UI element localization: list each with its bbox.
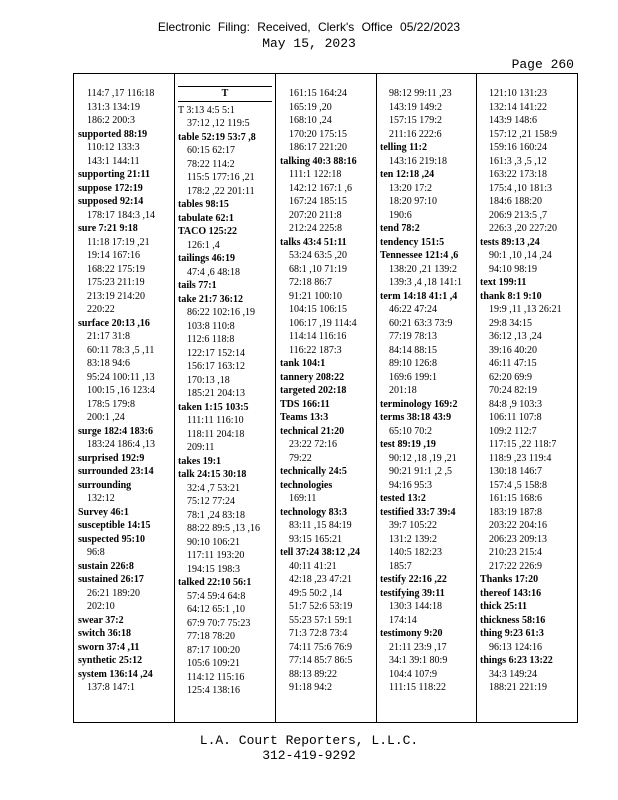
- index-term: swear 37:2: [78, 614, 124, 626]
- index-reference: 84:8 ,9 103:3: [489, 398, 543, 410]
- index-reference: 200:1 ,24: [87, 412, 125, 423]
- index-term: talk 24:15 30:18: [178, 469, 247, 480]
- index-reference: 65:10 70:2: [389, 425, 433, 437]
- index-reference: 91:21 100:10: [289, 290, 343, 302]
- index-term: surge 182:4 183:6: [78, 425, 153, 437]
- index-reference: 169:6 199:1: [389, 371, 438, 383]
- index-reference: 26:21 189:20: [87, 587, 141, 599]
- index-reference: 89:10 126:8: [389, 358, 438, 369]
- index-reference: 105:6 109:21: [187, 658, 241, 669]
- index-reference: 188:21 221:19: [489, 682, 548, 693]
- index-reference: 184:6 188:20: [489, 196, 543, 207]
- index-term: Thanks 17:20: [480, 574, 539, 585]
- index-column-4: [380, 74, 476, 735]
- index-term: talking 40:3 88:16: [280, 155, 357, 167]
- index-reference: 116:22 187:3: [289, 344, 342, 356]
- index-term: tannery 208:22: [280, 371, 345, 383]
- index-reference: 174:14: [389, 614, 417, 626]
- index-reference: 91:18 94:2: [289, 682, 333, 693]
- index-term: sustained 26:17: [78, 574, 144, 585]
- index-reference: 70:24 82:19: [489, 385, 538, 396]
- index-reference: 112:6 118:8: [187, 334, 235, 345]
- index-term: tendency 151:5: [380, 236, 445, 248]
- index-reference: 211:16 222:6: [389, 128, 442, 140]
- index-reference: 212:24 225:8: [289, 223, 343, 234]
- index-reference: 96:8: [87, 547, 105, 558]
- transcript-date: May 15, 2023: [262, 36, 356, 51]
- index-reference: 186:2 200:3: [87, 115, 136, 126]
- index-term: tend 78:2: [380, 223, 420, 234]
- index-term: taken 1:15 103:5: [178, 401, 249, 413]
- index-reference: 100:15 ,16 123:4: [87, 385, 156, 396]
- index-reference: 83:18 94:6: [87, 358, 131, 369]
- index-reference: 93:15 165:21: [289, 533, 343, 545]
- index-term: sure 7:21 9:18: [78, 223, 138, 234]
- filing-header: Electronic Filing: Received, Clerk's Office 05/22/2023: [157, 20, 461, 34]
- index-reference: 78:22 114:2: [187, 158, 235, 170]
- index-term: terms 38:18 43:9: [380, 412, 452, 423]
- index-term: switch 36:18: [78, 628, 132, 639]
- index-term: technical 21:20: [280, 425, 345, 437]
- index-term: technology 83:3: [280, 506, 347, 518]
- index-reference: T 3:13 4:5 5:1: [178, 104, 235, 116]
- index-reference: 115:5 177:16 ,21: [187, 172, 255, 183]
- index-term: takes 19:1: [178, 455, 222, 467]
- index-reference: 170:13 ,18: [187, 374, 230, 386]
- index-term: TACO 125:22: [178, 226, 237, 237]
- index-reference: 183:19 187:8: [489, 506, 543, 518]
- index-reference: 57:4 59:4 64:8: [187, 590, 246, 602]
- index-reference: 11:18 17:19 ,21: [87, 236, 150, 248]
- index-box: [73, 73, 578, 723]
- index-reference: 117:11 193:20: [187, 550, 245, 561]
- index-reference: 131:2 139:2: [389, 533, 438, 545]
- index-term: terminology 169:2: [380, 398, 458, 410]
- index-reference: 157:12 ,21 158:9: [489, 128, 558, 140]
- index-reference: 156:17 163:12: [187, 361, 246, 372]
- index-term: testimony 9:20: [380, 628, 443, 639]
- index-reference: 29:8 34:15: [489, 317, 533, 329]
- index-reference: 157:4 ,5 158:8: [489, 479, 548, 491]
- index-reference: 118:9 ,23 119:4: [489, 452, 552, 464]
- index-reference: 118:11 204:18: [187, 428, 245, 440]
- index-reference: 94:16 95:3: [389, 479, 433, 491]
- index-reference: 55:23 57:1 59:1: [289, 614, 353, 626]
- index-reference: 131:3 134:19: [87, 101, 141, 113]
- index-reference: 185:21 204:13: [187, 388, 246, 399]
- index-reference: 110:12 133:3: [87, 142, 140, 153]
- index-term: tested 13:2: [380, 493, 426, 504]
- index-term: tailings 46:19: [178, 253, 235, 264]
- index-term: surprised 192:9: [78, 452, 145, 464]
- index-term: Tennessee 121:4 ,6: [380, 250, 459, 261]
- page-number: Page 260: [511, 57, 574, 72]
- index-reference: 95:24 100:11 ,13: [87, 371, 155, 383]
- index-reference: 143:16 219:18: [389, 155, 448, 167]
- reporter-phone: 312-419-9292: [262, 748, 356, 763]
- index-term: surface 20:13 ,16: [78, 317, 150, 329]
- index-reference: 111:11 116:10: [187, 415, 244, 426]
- index-reference: 157:15 179:2: [389, 115, 443, 126]
- index-term: thick 25:11: [480, 601, 527, 612]
- index-reference: 142:12 167:1 ,6: [289, 182, 353, 194]
- index-reference: 60:11 78:3 ,5 ,11: [87, 344, 155, 356]
- index-reference: 203:22 204:16: [489, 520, 548, 531]
- index-reference: 60:21 63:3 73:9: [389, 317, 453, 329]
- index-reference: 209:11: [187, 442, 215, 453]
- index-term: surrounding: [78, 479, 132, 491]
- index-reference: 132:12: [87, 493, 115, 504]
- index-reference: 111:15 118:22: [389, 682, 446, 693]
- index-reference: 114:7 ,17 116:18: [87, 88, 155, 99]
- index-reference: 90:12 ,18 ,19 ,21: [389, 452, 457, 464]
- index-reference: 114:14 116:16: [289, 331, 347, 342]
- index-reference: 114:12 115:16: [187, 671, 245, 683]
- index-column-3: [280, 74, 376, 735]
- index-term: suppose 172:19: [78, 182, 143, 194]
- index-reference: 201:18: [389, 385, 417, 396]
- index-reference: 161:15 168:6: [489, 493, 543, 504]
- index-reference: 217:22 226:9: [489, 560, 543, 572]
- index-reference: 60:15 62:17: [187, 145, 236, 156]
- index-reference: 42:18 ,23 47:21: [289, 574, 353, 585]
- index-reference: 137:8 147:1: [87, 682, 136, 693]
- index-reference: 103:8 110:8: [187, 320, 235, 332]
- index-term: things 6:23 13:22: [480, 655, 553, 666]
- index-reference: 207:20 211:8: [289, 209, 342, 221]
- index-reference: 106:17 ,19 114:4: [289, 317, 357, 329]
- index-term: telling 11:2: [380, 142, 427, 153]
- index-reference: 125:4 138:16: [187, 685, 241, 696]
- index-reference: 68:1 ,10 71:19: [289, 263, 348, 275]
- index-term: tails 77:1: [178, 280, 217, 291]
- index-reference: 226:3 ,20 227:20: [489, 223, 558, 234]
- index-term: tank 104:1: [280, 358, 326, 369]
- index-reference: 121:10 131:23: [489, 88, 548, 99]
- index-reference: 185:7: [389, 560, 412, 572]
- index-reference: 84:14 88:15: [389, 344, 438, 356]
- index-reference: 143:1 144:11: [87, 155, 140, 167]
- index-term: table 52:19 53:7 ,8: [178, 131, 256, 143]
- index-reference: 87:17 100:20: [187, 644, 241, 656]
- index-reference: 168:10 ,24: [289, 115, 332, 126]
- index-reference: 78:1 ,24 83:18: [187, 509, 246, 521]
- index-reference: 190:6: [389, 209, 412, 221]
- column-divider: [476, 74, 477, 722]
- index-reference: 46:11 47:15: [489, 358, 537, 369]
- index-term: surrounded 23:14: [78, 466, 154, 477]
- index-reference: 220:22: [87, 304, 115, 315]
- index-reference: 67:9 70:7 75:23: [187, 617, 251, 629]
- index-reference: 39:7 105:22: [389, 520, 438, 531]
- index-reference: 111:1 122:18: [289, 169, 342, 180]
- index-reference: 21:17 31:8: [87, 331, 131, 342]
- index-reference: 122:17 152:14: [187, 347, 246, 359]
- index-term: Survey 46:1: [78, 506, 129, 518]
- index-reference: 90:1 ,10 ,14 ,24: [489, 250, 552, 261]
- index-term: thing 9:23 61:3: [480, 628, 544, 639]
- section-heading: T: [178, 87, 272, 102]
- index-term: talks 43:4 51:11: [280, 236, 347, 248]
- index-reference: 186:17 221:20: [289, 142, 348, 153]
- index-reference: 90:21 91:1 ,2 ,5: [389, 466, 453, 477]
- index-reference: 36:12 ,13 ,24: [489, 331, 542, 342]
- index-reference: 104:4 107:9: [389, 668, 438, 680]
- index-reference: 86:22 102:16 ,19: [187, 307, 256, 318]
- index-term: Teams 13:3: [280, 412, 329, 423]
- index-reference: 159:16 160:24: [489, 142, 548, 153]
- index-reference: 163:22 173:18: [489, 169, 548, 180]
- index-column-1: [78, 74, 174, 735]
- index-reference: 21:11 23:9 ,17: [389, 641, 447, 653]
- index-term: technologies: [280, 479, 333, 491]
- index-term: testifying 39:11: [380, 587, 445, 599]
- index-reference: 210:23 215:4: [489, 547, 543, 558]
- index-reference: 143:9 148:6: [489, 115, 538, 126]
- index-reference: 71:3 72:8 73:4: [289, 628, 348, 639]
- index-term: TDS 166:11: [280, 398, 330, 410]
- index-reference: 39:16 40:20: [489, 344, 538, 356]
- index-reference: 53:24 63:5 ,20: [289, 250, 348, 261]
- index-reference: 130:18 146:7: [489, 466, 543, 477]
- index-reference: 79:22: [289, 452, 312, 464]
- index-reference: 140:5 182:23: [389, 547, 443, 558]
- index-reference: 13:20 17:2: [389, 182, 433, 194]
- index-reference: 170:20 175:15: [289, 128, 348, 140]
- index-reference: 138:20 ,21 139:2: [389, 263, 458, 275]
- index-reference: 96:13 124:16: [489, 641, 543, 653]
- index-reference: 206:23 209:13: [489, 533, 548, 545]
- index-term: synthetic 25:12: [78, 655, 143, 666]
- index-reference: 169:11: [289, 493, 317, 504]
- index-reference: 206:9 213:5 ,7: [489, 209, 548, 221]
- index-reference: 88:13 89:22: [289, 668, 338, 680]
- index-term: sworn 37:4 ,11: [78, 641, 140, 653]
- index-term: system 136:14 ,24: [78, 668, 153, 680]
- index-reference: 202:10: [87, 601, 115, 612]
- index-column-5: [480, 74, 576, 735]
- index-term: tabulate 62:1: [178, 212, 234, 224]
- index-term: targeted 202:18: [280, 385, 347, 396]
- index-reference: 106:11 107:8: [489, 412, 542, 423]
- index-reference: 175:23 211:19: [87, 277, 145, 288]
- index-reference: 64:12 65:1 ,10: [187, 604, 246, 615]
- index-term: ten 12:18 ,24: [380, 169, 435, 180]
- index-reference: 161:3 ,3 ,5 ,12: [489, 155, 547, 167]
- index-reference: 77:14 85:7 86:5: [289, 655, 353, 666]
- index-term: tables 98:15: [178, 199, 229, 210]
- index-reference: 37:12 ,12 119:5: [187, 118, 250, 129]
- index-reference: 178:2 ,22 201:11: [187, 185, 255, 197]
- index-reference: 49:5 50:2 ,14: [289, 587, 343, 599]
- index-reference: 161:15 164:24: [289, 88, 348, 99]
- index-term: suspected 95:10: [78, 533, 145, 545]
- index-reference: 178:5 179:8: [87, 398, 136, 410]
- index-term: supposed 92:14: [78, 196, 144, 207]
- index-term: thank 8:1 9:10: [480, 290, 542, 302]
- index-term: thickness 58:16: [480, 614, 546, 626]
- index-reference: 46:22 47:24: [389, 304, 438, 315]
- index-reference: 62:20 69:9: [489, 371, 533, 383]
- index-reference: 178:17 184:3 ,14: [87, 209, 156, 221]
- column-divider: [275, 74, 276, 722]
- index-reference: 165:19 ,20: [289, 101, 332, 113]
- index-reference: 40:11 41:21: [289, 560, 337, 572]
- index-reference: 213:19 214:20: [87, 290, 146, 302]
- index-term: test 89:19 ,19: [380, 439, 436, 450]
- column-divider: [174, 74, 175, 722]
- index-term: text 199:11: [480, 277, 527, 288]
- index-reference: 18:20 97:10: [389, 196, 438, 207]
- index-term: term 14:18 41:1 ,4: [380, 290, 458, 302]
- index-reference: 23:22 72:16: [289, 439, 338, 450]
- index-reference: 51:7 52:6 53:19: [289, 601, 353, 612]
- index-term: supporting 21:11: [78, 169, 150, 180]
- index-reference: 175:4 ,10 181:3: [489, 182, 553, 194]
- index-term: tests 89:13 ,24: [480, 236, 540, 248]
- reporter-name: L.A. Court Reporters, L.L.C.: [199, 733, 419, 748]
- index-reference: 90:10 106:21: [187, 536, 241, 548]
- index-reference: 132:14 141:22: [489, 101, 548, 113]
- index-reference: 167:24 185:15: [289, 196, 348, 207]
- index-column-2: [178, 74, 274, 734]
- index-term: talked 22:10 56:1: [178, 577, 252, 588]
- index-reference: 109:2 112:7: [489, 425, 537, 437]
- index-reference: 19:9 ,11 ,13 26:21: [489, 304, 562, 315]
- index-reference: 183:24 186:4 ,13: [87, 439, 156, 450]
- index-reference: 19:14 167:16: [87, 250, 141, 261]
- index-term: sustain 226:8: [78, 560, 134, 572]
- column-divider: [376, 74, 377, 722]
- index-reference: 34:3 149:24: [489, 668, 538, 680]
- index-reference: 77:19 78:13: [389, 331, 438, 342]
- index-reference: 117:15 ,22 118:7: [489, 439, 557, 450]
- index-reference: 34:1 39:1 80:9: [389, 655, 448, 666]
- index-reference: 74:11 75:6 76:9: [289, 641, 352, 653]
- index-reference: 94:10 98:19: [489, 263, 538, 275]
- index-reference: 126:1 ,4: [187, 239, 220, 251]
- index-term: take 21:7 36:12: [178, 293, 243, 305]
- index-term: thereof 143:16: [480, 587, 542, 599]
- index-reference: 143:19 149:2: [389, 101, 443, 113]
- index-reference: 104:15 106:15: [289, 304, 348, 315]
- index-reference: 47:4 ,6 48:18: [187, 266, 241, 278]
- index-reference: 88:22 89:5 ,13 ,16: [187, 523, 261, 534]
- index-term: supported 88:19: [78, 128, 148, 140]
- index-reference: 194:15 198:3: [187, 563, 241, 575]
- index-term: testify 22:16 ,22: [380, 574, 447, 585]
- index-term: testified 33:7 39:4: [380, 506, 456, 518]
- index-reference: 75:12 77:24: [187, 496, 236, 507]
- index-reference: 32:4 ,7 53:21: [187, 482, 241, 494]
- index-term: technically 24:5: [280, 466, 347, 477]
- index-term: susceptible 14:15: [78, 520, 151, 531]
- index-term: tell 37:24 38:12 ,24: [280, 547, 360, 558]
- index-reference: 83:11 ,15 84:19: [289, 520, 352, 531]
- index-reference: 130:3 144:18: [389, 601, 443, 612]
- index-reference: 98:12 99:11 ,23: [389, 88, 452, 99]
- index-reference: 77:18 78:20: [187, 631, 236, 642]
- index-reference: 139:3 ,4 ,18 141:1: [389, 277, 463, 288]
- index-reference: 72:18 86:7: [289, 277, 333, 288]
- index-reference: 168:22 175:19: [87, 263, 146, 275]
